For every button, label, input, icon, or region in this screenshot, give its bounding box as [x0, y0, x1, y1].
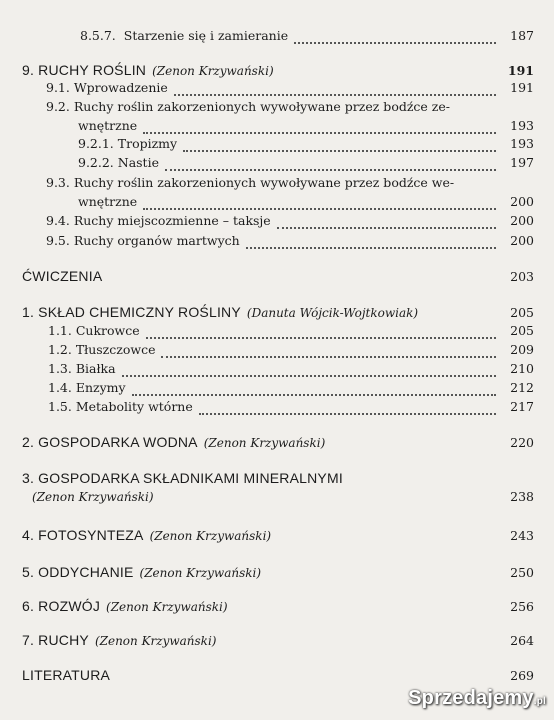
toc-part — [0, 268, 554, 288]
chapter-author: (Zenon Krzywański) — [203, 436, 326, 450]
toc-entry — [0, 342, 554, 362]
part-title: LITERATURA — [22, 667, 111, 683]
toc-entry — [0, 323, 554, 343]
toc-text: 1.2. Tłuszczowce — [48, 342, 156, 357]
toc-text: wnętrzne — [78, 118, 138, 133]
chapter-title: 4. FOTOSYNTEZA — [22, 527, 144, 543]
leader-dots — [122, 374, 496, 377]
toc-entry — [0, 80, 554, 100]
toc-text: 9.2.1. Tropizmy — [78, 136, 178, 151]
page-number: 193 — [510, 136, 534, 151]
toc-text: 1.4. Enzymy — [48, 380, 126, 395]
chapter-author: (Zenon Krzywański) — [94, 634, 217, 648]
leader-dots — [174, 93, 496, 96]
leader-dots — [294, 41, 496, 44]
toc-text: 1.1. Cukrowce — [48, 323, 140, 338]
page-number: 256 — [510, 599, 534, 614]
leader-dots — [161, 355, 496, 358]
page-number: 220 — [510, 435, 534, 450]
part-title: ĆWICZENIA — [22, 268, 103, 284]
page-number: 187 — [510, 28, 534, 43]
leader-dots — [132, 393, 496, 396]
toc-entry — [0, 155, 554, 175]
toc-number: 8.5.7. — [80, 28, 116, 43]
page-number: 269 — [510, 668, 534, 683]
chapter-title: 2. GOSPODARKA WODNA — [22, 434, 198, 450]
toc-entry — [0, 380, 554, 400]
page-number: 210 — [510, 361, 534, 376]
chapter-author: (Danuta Wójcik-Wojtkowiak) — [246, 306, 419, 320]
page-number: 250 — [510, 565, 534, 580]
chapter-title: 9. RUCHY ROŚLIN — [22, 62, 147, 78]
page-number: 200 — [510, 194, 534, 209]
leader-dots — [183, 149, 496, 152]
watermark-text: Sprzedajemy — [408, 687, 534, 709]
page-number: 212 — [510, 380, 534, 395]
leader-dots — [277, 226, 496, 229]
leader-dots — [143, 207, 496, 210]
toc-text: wnętrzne — [78, 194, 138, 209]
toc-chapter-line1 — [0, 470, 554, 490]
leader-dots — [143, 131, 496, 134]
toc-chapter — [0, 527, 554, 547]
toc-entry — [0, 233, 554, 253]
toc-chapter-line2 — [0, 489, 554, 509]
page-number: 243 — [510, 528, 534, 543]
page-number: 191 — [507, 63, 534, 78]
chapter-author: (Zenon Krzywański) — [139, 566, 262, 580]
chapter-author: (Zenon Krzywański) — [152, 64, 274, 78]
toc-entry-line1 — [0, 175, 554, 195]
toc-entry — [0, 399, 554, 419]
toc-chapter — [0, 632, 554, 652]
toc-chapter — [0, 62, 554, 82]
page-number: 203 — [510, 269, 534, 284]
toc-text: 9.5. Ruchy organów martwych — [46, 233, 240, 248]
leader-dots — [246, 246, 496, 249]
chapter-author: (Zenon Krzywański) — [106, 600, 228, 614]
page-number: 200 — [510, 213, 534, 228]
leader-dots — [165, 168, 496, 171]
toc-text: Starzenie się i zamieranie — [123, 28, 289, 43]
leader-dots — [146, 336, 496, 339]
toc-text: 9.2.2. Nastie — [78, 155, 159, 170]
chapter-author: (Zenon Krzywański) — [149, 529, 272, 543]
watermark-suffix: .pl — [533, 696, 546, 707]
toc-chapter — [0, 564, 554, 584]
toc-entry-line1 — [0, 99, 554, 119]
chapter-title: 1. SKŁAD CHEMICZNY ROŚLINY — [22, 304, 241, 320]
page-number: 209 — [510, 342, 534, 357]
page-number: 238 — [510, 489, 534, 504]
chapter-title: 6. ROZWÓJ — [22, 598, 101, 614]
toc-text: 1.3. Białka — [48, 361, 116, 376]
toc-chapter — [0, 434, 554, 454]
watermark-logo — [408, 687, 546, 710]
toc-entry — [0, 213, 554, 233]
toc-text: 1.5. Metabolity wtórne — [48, 399, 193, 414]
toc-entry — [0, 136, 554, 156]
page-number: 197 — [510, 155, 534, 170]
page-number: 205 — [510, 305, 534, 320]
toc-chapter — [0, 304, 554, 324]
toc-text: 9.4. Ruchy miejscozmienne – taksje — [46, 213, 271, 228]
page-number: 191 — [510, 80, 534, 95]
chapter-title: 7. RUCHY — [22, 632, 89, 648]
toc-entry — [0, 361, 554, 381]
leader-dots — [199, 412, 496, 415]
page-number: 217 — [510, 399, 534, 414]
toc-part — [0, 667, 554, 687]
chapter-author: (Zenon Krzywański) — [32, 490, 154, 504]
toc-text: 9.1. Wprowadzenie — [46, 80, 168, 95]
toc-entry — [0, 28, 554, 48]
page-number: 264 — [510, 633, 534, 648]
toc-text: 9.3. Ruchy roślin zakorzenionych wywoływane przez bodźce we- — [46, 175, 455, 190]
page-number: 205 — [510, 323, 534, 338]
page-number: 200 — [510, 233, 534, 248]
chapter-title: 5. ODDYCHANIE — [22, 564, 134, 580]
toc-entry-line2 — [0, 194, 554, 214]
toc-text: 9.2. Ruchy roślin zakorzenionych wywoływane przez bodźce ze- — [46, 99, 451, 114]
toc-chapter — [0, 598, 554, 618]
toc-entry-line2 — [0, 118, 554, 138]
page-number: 193 — [510, 118, 534, 133]
chapter-title: 3. GOSPODARKA SKŁADNIKAMI MINERALNYMI — [22, 470, 343, 486]
